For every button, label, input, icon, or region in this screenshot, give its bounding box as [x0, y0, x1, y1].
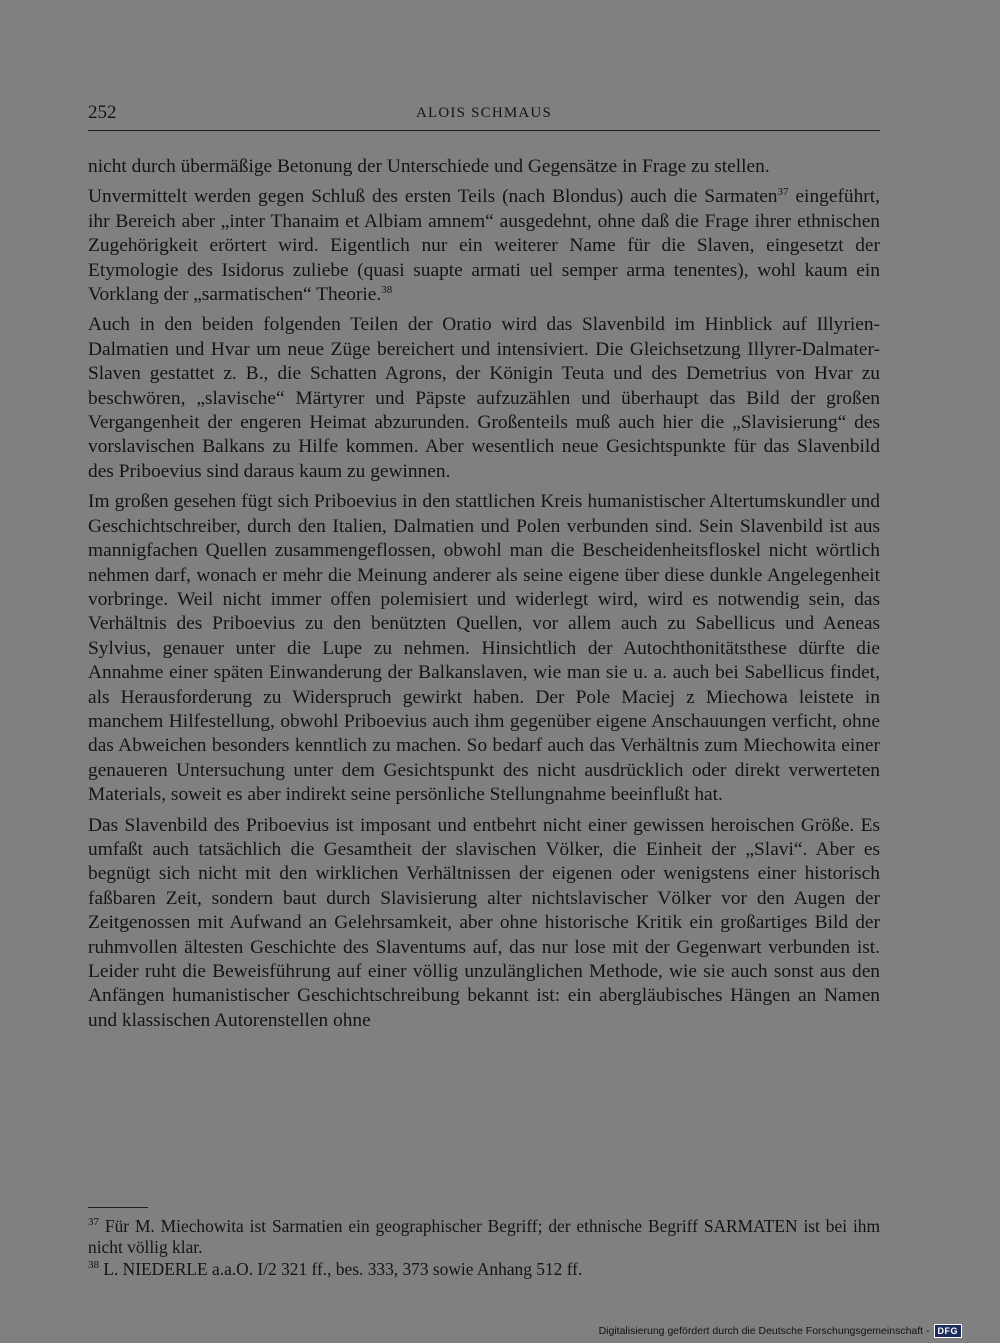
paragraph-text: eingeführt, ihr Bereich aber „inter Thanaim et Albiam amnem“ ausgedehnt, ohne daß die Frage ihrer ethnischen Zugehörigkeit erörtert wird. Eigentlich nur ein weiterer Name für die Slaven, eingesetzt der Etymologie des Isidorus zuliebe (quasi suapte armati uel semper arma tenentes), wohl kaum ein Vorklang der „sarmatischen“ Theorie.: [88, 186, 880, 306]
digitization-footer: [599, 1324, 962, 1338]
paragraph-text: Im großen gesehen fügt sich Priboevius in den stattlichen Kreis humanistischer Altertumskundler und Geschichtschreiber, durch den Italien, Dalmatien und Polen verbunden sind. Sein Slavenbild ist aus mannigfachen Quellen zusammengeflossen, obwohl man die Bescheidenheitsfloskel nicht wörtlich nehmen darf, wonach er mehr die Meinung anderer als seine eigene über diese dunkle Angelegenheit vorbringe. Weil nicht immer offen polemisiert und widerlegt wird, wird es notwendig sein, das Verhältnis des Priboevius zu den benützten Quellen, vor allem auch zu Sabellicus und Aeneas Sylvius, genauer unter die Lupe zu nehmen. Hinsichtlich der Autochthonitätsthese dürfte die Annahme einer späten Einwanderung der Balkanslaven, wie man sie u. a. auch bei Sabellicus findet, als Herausforderung zu Widerspruch gewirkt haben. Der Pole Maciej z Miechowa leistete in manchem Hilfestellung, obwohl Priboevius auch ihm gegenüber eigene Anschauungen verficht, ohne das Abweichen besonders kenntlich zu machen. So bedarf auch das Verhältnis zum Miechowita einer genaueren Untersuchung unter dem Gesichtspunkt des nicht ausdrücklich oder direkt verwerteten Materials, soweit es aber indirekt seine persönliche Stellungnahme beeinflußt hat.: [88, 491, 880, 806]
funding-note: Digitalisierung gefördert durch die Deutsche Forschungsgemeinschaft -: [598, 1325, 930, 1337]
paragraph: [88, 155, 880, 179]
footnote-number: 38: [88, 1259, 99, 1272]
page-number: 252: [88, 102, 117, 123]
body-text: [88, 155, 880, 1039]
footnote: [88, 1259, 880, 1280]
paragraph-text: Das Slavenbild des Priboevius ist imposant und entbehrt nicht einer gewissen heroischen Größe. Es umfaßt auch tatsächlich die Gesamtheit der slavischen Völker, die Einheit der „Slavi“. Aber es begnügt sich nicht mit den wirklichen Verhältnissen der eigenen oder wenigstens einer historisch faßbaren Zeit, sondern baut durch Slavisierung alter nichtslavischer Völker vor den Augen der Zeitgenossen mit Aufwand an Gelehrsamkeit, aber ohne historische Kritik ein großartiges Bild der ruhmvollen ältesten Geschichte des Slaventums auf, das nur lose mit der Gegenwart verbunden ist. Leider ruht die Beweisführung auf einer völlig unzulänglichen Methode, wie sie auch sonst aus den Anfängen humanistischer Geschichtschreibung bekannt ist: ein abergläubisches Hängen an Namen und klassischen Autorenstellen ohne: [88, 814, 880, 1031]
footnote-number: 37: [88, 1216, 99, 1228]
paragraph-text: Auch in den beiden folgenden Teilen der Oratio wird das Slavenbild im Hinblick auf Illyrien-Dalmatien und Hvar um neue Züge bereichert und intensiviert. Die Gleichsetzung Illyrer-Dalmater-Slaven gestattet z. B., die Schatten Agrons, der Königin Teuta und des Demetrius von Hvar zu beschwören, „slavische“ Märtyrer und Päpste aufzuzählen und überhaupt das Bild der großen Vergangenheit der engeren Heimat abzurunden. Großenteils muß auch hier die „Slavisierung“ des vorslavischen Balkans zu Hilfe kommen. Aber wesentlich neue Gesichtspunkte für das Slavenbild des Priboevius sind daraus kaum zu gewinnen.: [88, 314, 880, 482]
paragraph-text: Unvermittelt werden gegen Schluß des ersten Teils (nach Blondus) auch die Sarmaten: [88, 186, 778, 208]
footnote-text: L. NIEDERLE a.a.O. I/2 321 ff., bes. 333, 373 sowie Anhang 512 ff.: [99, 1259, 583, 1280]
footnote-reference[interactable]: 37: [777, 186, 789, 199]
running-head: ALOIS SCHMAUS: [415, 105, 553, 121]
paragraph-text: nicht durch übermäßige Betonung der Unterschiede und Gegensätze in Frage zu stellen.: [88, 156, 770, 177]
footnote: [88, 1216, 880, 1257]
footnote-separator: [88, 1207, 148, 1208]
paragraph: [88, 185, 880, 307]
dfg-logo: DFG: [934, 1324, 963, 1338]
page-header: [88, 100, 880, 131]
paragraph: [88, 313, 880, 484]
footnotes: [88, 1216, 880, 1282]
footnote-reference[interactable]: 38: [381, 284, 393, 297]
paragraph: [88, 490, 880, 807]
footnote-text: Für M. Miechowita ist Sarmatien ein geographischer Begriff; der ethnische Begriff SARMATEN ist bei ihm nicht völlig klar.: [88, 1216, 880, 1257]
paragraph: [88, 814, 880, 1034]
